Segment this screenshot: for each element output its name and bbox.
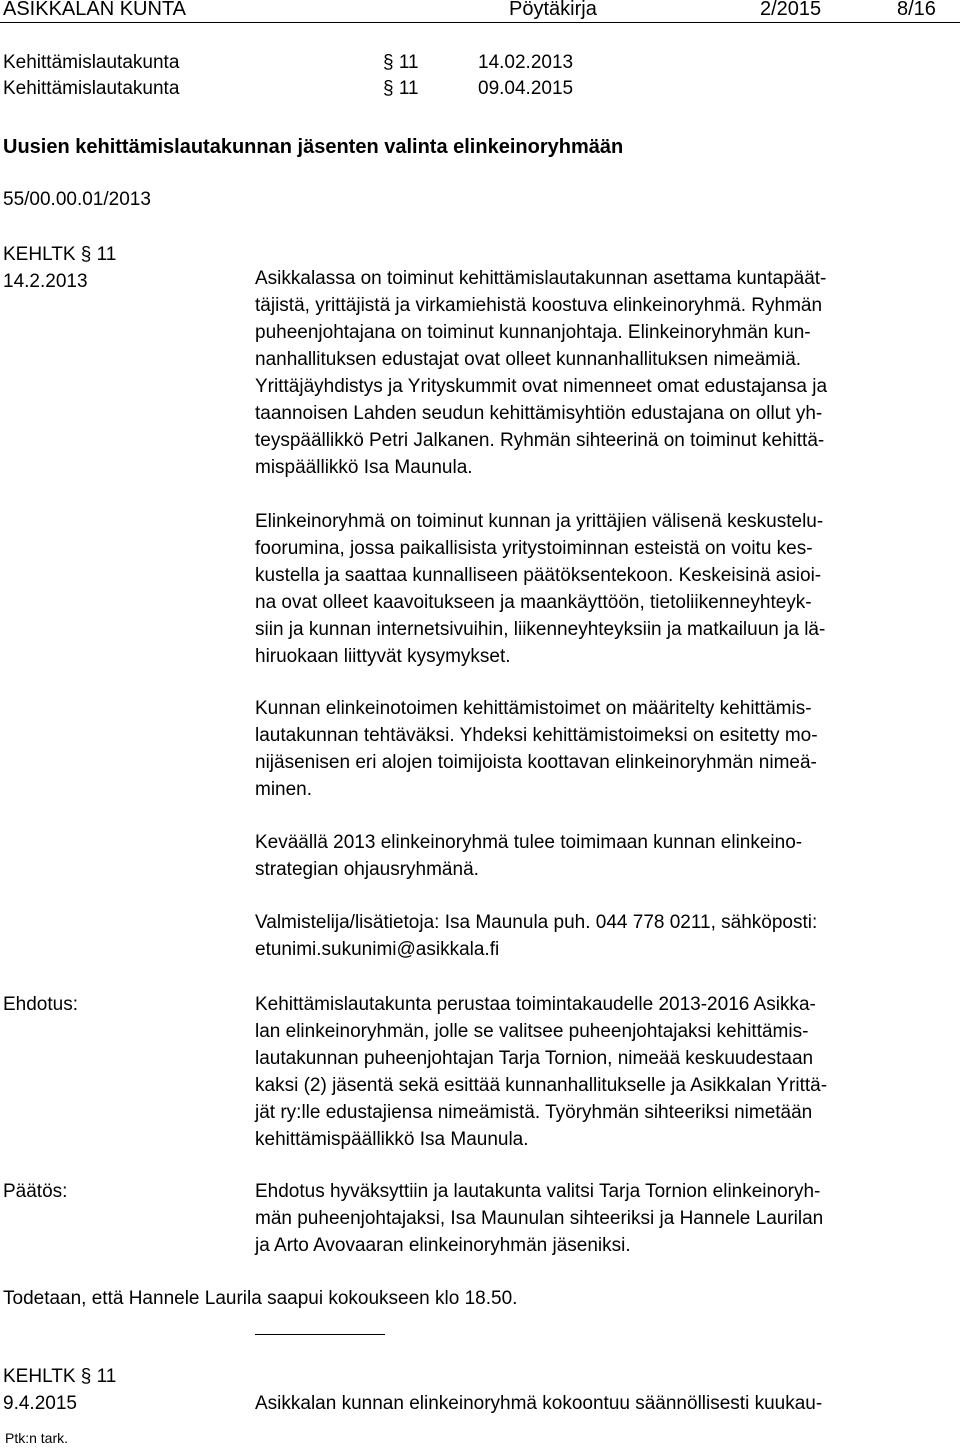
text-line: mispäällikkö Isa Maunula. [255,457,473,478]
text-line: män puheenjohtajaksi, Isa Maunulan sihteeriksi ja Hannele Laurilan [255,1208,824,1229]
history-board: Kehittämislautakunta [3,78,180,99]
text-line: kustella ja saattaa kunnalliseen päätöksentekoon. Keskeisinä asioi- [255,565,822,586]
text-line: Kunnan elinkeinotoimen kehittämistoimet on määritelty kehittämis- [255,698,812,719]
doc-type: Pöytäkirja [509,0,597,20]
paragraph [255,695,955,803]
text-line: na ovat olleet kaavoitukseen ja maankäyttöön, tietoliikenneyhteyk- [255,592,812,613]
history-section: § 11 [383,52,419,73]
text-line: puheenjohtajana on toiminut kunnanjohtaja. Elinkeinoryhmän kun- [255,322,811,343]
decision-text [255,1178,955,1259]
text-line: ja Arto Avovaaran elinkeinoryhmän jäseniksi. [255,1235,631,1256]
text-line: kaksi (2) jäsentä sekä esittää kunnanhallitukselle ja Asikkalan Yrittä- [255,1075,828,1096]
text-line: täjistä, yrittäjistä ja virkamiehistä koostuva elinkeinoryhmä. Ryhmän [255,295,823,316]
text-line: foorumina, jossa paikallisista yritystoiminnan esteistä on voitu kes- [255,538,813,559]
history-date: 14.02.2013 [478,52,574,73]
text-line: minen. [255,779,313,800]
item-title: Uusien kehittämislautakunnan jäsenten valinta elinkeinoryhmään [3,136,624,158]
text-line: lautakunnan tehtäväksi. Yhdeksi kehittämistoimeksi on esitetty mo- [255,725,818,746]
contact-paragraph [255,909,955,963]
paragraph [255,829,955,883]
page-number: 8/16 [897,0,936,20]
text-line: Kehittämislautakunta perustaa toimintakaudelle 2013-2016 Asikka- [255,994,816,1015]
paragraph [255,265,955,481]
text-line: siin ja kunnan internetsivuihin, liikenneyhteyksiin ja matkailuun ja lä- [255,619,826,640]
meeting-text: Asikkalan kunnan elinkeinoryhmä kokoontuu säännöllisesti kuukau- [255,1393,823,1414]
header-rule [0,22,960,23]
history-board: Kehittämislautakunta [3,52,180,73]
text-line: etunimi.sukunimi@asikkala.fi [255,939,500,960]
history-section: § 11 [383,78,419,99]
text-line: hiruokaan liittyvät kysymykset. [255,646,511,667]
text-line: nanhallituksen edustajat ovat olleet kunnanhallituksen nimeämiä. [255,349,802,370]
meeting-date: 14.2.2013 [3,271,88,292]
text-line: lan elinkeinoryhmän, jolle se valitsee puheenjohtajaksi kehittämis- [255,1021,809,1042]
section-separator [255,1334,385,1335]
footnote: Ptk:n tark. [5,1430,69,1446]
text-line: taannoisen Lahden seudun kehittämisyhtiön edustajana on ollut yh- [255,403,823,424]
arrival-note: Todetaan, että Hannele Laurila saapui kokoukseen klo 18.50. [3,1288,518,1309]
text-line: jät ry:lle edustajiensa nimeämistä. Työryhmän sihteeriksi nimetään [255,1102,813,1123]
text-line: kehittämispäällikkö Isa Maunula. [255,1129,529,1150]
text-line: Asikkalassa on toiminut kehittämislautakunnan asettama kuntapäät- [255,268,827,289]
record-id: 55/00.00.01/2013 [3,189,151,210]
decision-label: Päätös: [3,1181,68,1202]
text-line: Keväällä 2013 elinkeinoryhmä tulee toimimaan kunnan elinkeino- [255,832,803,853]
text-line: Elinkeinoryhmä on toiminut kunnan ja yrittäjien välisenä keskustelu- [255,511,824,532]
meeting-board: KEHLTK § 11 [3,244,117,265]
text-line: lautakunnan puheenjohtajan Tarja Tornion, nimeää keskuudestaan [255,1048,814,1069]
text-line: Yrittäjäyhdistys ja Yrityskummit ovat nimenneet omat edustajansa ja [255,376,828,397]
text-line: Ehdotus hyväksyttiin ja lautakunta valitsi Tarja Tornion elinkeinoryh- [255,1181,821,1202]
meeting-board: KEHLTK § 11 [3,1366,117,1387]
text-line: strategian ohjausryhmänä. [255,859,479,880]
doc-number: 2/2015 [760,0,822,20]
history-date: 09.04.2015 [478,78,574,99]
text-line: Valmistelija/lisätietoja: Isa Maunula puh. 044 778 0211, sähköposti: [255,912,818,933]
text-line: teyspäällikkö Petri Jalkanen. Ryhmän sihteerinä on toiminut kehittä- [255,430,825,451]
proposal-text [255,991,955,1153]
paragraph [255,508,955,670]
text-line: nijäsenisen eri alojen toimijoista koottavan elinkeinoryhmän nimeä- [255,752,817,773]
org-name: ASIKKALAN KUNTA [3,0,187,20]
proposal-label: Ehdotus: [3,994,78,1015]
meeting-date: 9.4.2015 [3,1393,77,1414]
